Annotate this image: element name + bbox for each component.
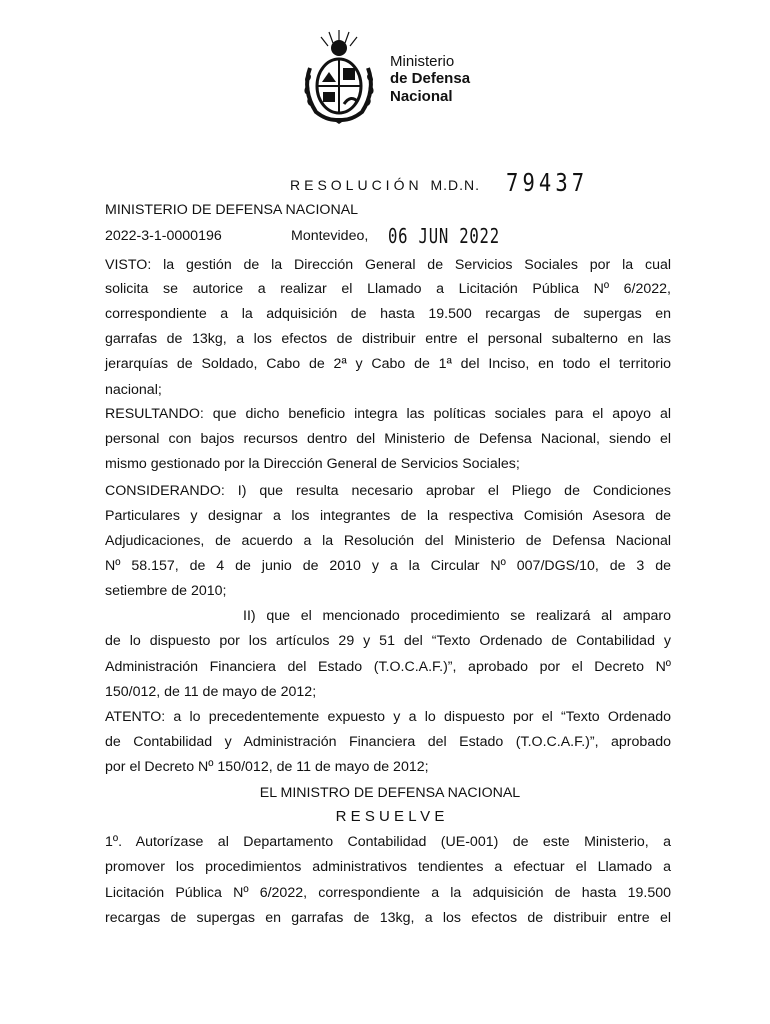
body-line: solicita se autorice a realizar el Llamado a Licitación Pública Nº 6/2022, — [105, 281, 671, 297]
ministry-logo-line-2: de Defensa — [390, 70, 471, 87]
body-line: Adjudicaciones, de acuerdo a la Resolución del Ministerio de Defensa Nacional — [105, 533, 671, 549]
body-line: de lo dispuesto por los artículos 29 y 51 del “Texto Ordenado de Contabilidad y — [105, 633, 671, 649]
body-line: RESULTANDO: que dicho beneficio integra las políticas sociales para el apoyo al — [105, 406, 671, 422]
body-line: setiembre de 2010; — [105, 583, 227, 599]
body-line: CONSIDERANDO: I) que resulta necesario aprobar el Pliego de Condiciones — [105, 483, 671, 499]
body-line: VISTO: la gestión de la Dirección General de Servicios Sociales por la cual — [105, 257, 671, 273]
body-line: 150/012, de 11 de mayo de 2012; — [105, 684, 317, 700]
minister-heading: EL MINISTRO DE DEFENSA NACIONAL — [259, 785, 521, 801]
body-line: ATENTO: a lo precedentemente expuesto y a lo dispuesto por el “Texto Ordenado — [105, 709, 671, 725]
body-line: personal con bajos recursos dentro del Ministerio de Defensa Nacional, siendo el — [105, 431, 671, 447]
resuelve-heading: R E S U E L V E — [335, 808, 445, 825]
ministry-logo-line-1: Ministerio — [390, 53, 455, 70]
file-number: 2022-3-1-0000196 — [105, 228, 222, 244]
resolution-word: RESOLUCIÓN — [290, 177, 423, 193]
body-line: Licitación Pública Nº 6/2022, correspondiente a la adquisición de hasta 19.500 — [105, 885, 671, 901]
body-line: promover los procedimientos administrativos tendientes a efectuar el Llamado a — [105, 859, 671, 875]
resolution-label — [290, 177, 480, 193]
body-line: correspondiente a la adquisición de hasta 19.500 recargas de supergas en — [105, 306, 671, 322]
body-line: Particulares y designar a los integrantes de la respectiva Comisión Asesora de — [105, 508, 671, 524]
body-line: Nº 58.157, de 4 de junio de 2010 y a la Circular Nº 007/DGS/10, de 3 de — [105, 558, 671, 574]
body-line: garrafas de 13kg, a los efectos de distribuir entre el personal subalterno en las — [105, 331, 671, 347]
body-line: II) que el mencionado procedimiento se realizará al amparo — [243, 608, 671, 624]
ministry-logo-line-3: Nacional — [390, 88, 453, 105]
body-line: mismo gestionado por la Dirección General de Servicios Sociales; — [105, 456, 520, 472]
body-line: de Contabilidad y Administración Financiera del Estado (T.O.C.A.F.)”, aprobado — [105, 734, 671, 750]
ministry-heading: MINISTERIO DE DEFENSA NACIONAL — [105, 202, 359, 218]
body-line: recargas de supergas en garrafas de 13kg, a los efectos de distribuir entre el — [105, 910, 671, 926]
body-line: Administración Financiera del Estado (T.O.C.A.F.)”, aprobado por el Decreto Nº — [105, 659, 671, 675]
city: Montevideo, — [291, 228, 369, 244]
date-stamp: 06 JUN 2022 — [388, 224, 500, 248]
body-line: jerarquías de Soldado, Cabo de 2ª y Cabo de 1ª del Inciso, en todo el territorio — [105, 356, 671, 372]
resolution-abbr: M.D.N. — [430, 177, 481, 193]
body-line: nacional; — [105, 382, 162, 398]
body-line: por el Decreto Nº 150/012, de 11 de mayo de 2012; — [105, 759, 429, 775]
coat-of-arms-logo — [296, 28, 382, 126]
resolution-number: 79437 — [506, 168, 589, 197]
body-line: 1º. Autorízase al Departamento Contabilidad (UE-001) de este Ministerio, a — [105, 834, 671, 850]
